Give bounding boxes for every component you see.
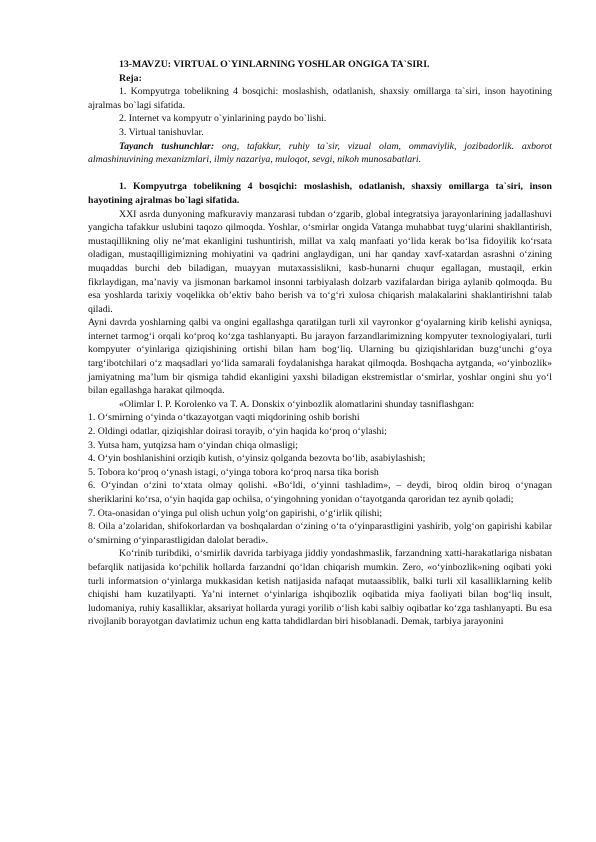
plan-item-3: 3. Virtual tanishuvlar. [119,126,204,138]
plan-label: Reja: [119,72,142,84]
list-item: 8. Oila a’zolaridan, shifokorlardan va boshqalardan o‘zining o‘ta o‘yinparastligini yashirib, yolg‘on gapirishi kabilar o‘smirning o‘yinparastligidan dalolat beradi». [88,521,552,546]
spacer [88,167,552,181]
list-item: 6. O‘yindan o‘zini to‘xtata olmay qolishi. «Bo‘ldi, o‘yinni tashladim», – deydi, biroq oldin biroq o‘ynagan sheriklarini ko‘rsa, o‘yin haqida gap ochilsa, o‘yingohning yonidan o‘tayotganda qaroridan tez aynib qoladi; [88,480,552,505]
list-item: 7. Ota-onasidan o‘yinga pul olish uchun yolg‘on gapirishi, o‘g‘irlik qilishi; [88,507,383,519]
topic-title: 13-MAVZU: VIRTUAL O`YINLARNING YOSHLAR ONGIGA TA`SIRI. [119,59,430,70]
paragraph-1: XXI asrda dunyoning mafkuraviy manzarasi tubdan o‘zgarib, global integratsiya jarayonlarining jadallashuvi yangicha tafakkur uslubini taqozo qilmoqda. Yoshlar, o‘smirlar ongida Vatanga muhabbat tuyg‘ularini shakllantirish, mustaqillikning oliy ne’mat ekanligini tushuntirish, millat va xalq manfaati yo‘lida kerak bo‘lsa fidoyilik ko‘rsata oladigan, mustaqilligimizning mohiyatini va qadrini anglaydigan, uni har qanday xavf-xatardan asrashni o‘zining muqaddas burchi deb biladigan, muayyan mutaxassislikni, kasb-hunarni chuqur egallagan, mustaqil, erkin fikrlaydigan, ma’naviy va jismonan barkamol insonni tarbiyalash dolzarb vazifalardan biriga aylanib qolmoqda. Bu esa yoshlarda tarixiy voqelikka ob’ektiv baho berish va to‘g‘ri xulosa chiqarish malakalarini shaklantirishni talab qiladi. [88,208,552,315]
keywords-paragraph [88,140,552,167]
section-heading: 1. Kompyutrga tobelikning 4 bosqichi: moslashish, odatlanish, shaxsiy omillarga ta`siri, inson hayotining ajralmas bo`lagi sifatida. [88,181,552,206]
symptom-list [88,411,552,547]
keywords-text: ong, tafakkur, ruhiy ta`sir, vizual olam, ommaviylik, jozibadorlik. axborot almashinuvining mexanizmlari, ilmiy nazariya, muloqot, sevgi, nikoh munosabatlari. [88,140,552,166]
list-item: 3. Yutsa ham, yutqizsa ham o‘yindan chiqa olmasligi; [88,439,298,451]
keywords-label: Tayanch tushunchlar: [119,140,215,152]
plan-item-2: 2. Internet va kompyutr o`yinlarining paydo bo`lishi. [119,113,327,125]
list-item: 4. O‘yin boshlanishini orziqib kutish, o‘yinsiz qolganda bezovta bo‘lib, asabiylashish; [88,453,426,465]
list-item: 2. Oldingi odatlar, qiziqishlar doirasi torayib, o‘yin haqida ko‘proq o‘ylashi; [88,426,387,438]
list-item: 5. Tobora ko‘proq o‘ynash istagi, o‘yinga tobora ko‘proq narsa tika borish [88,466,379,478]
plan-item-1: 1. Kompyutrga tobelikning 4 bosqichi: moslashish, odatlanish, shaxsiy omillarga ta`siri, inson hayotining ajralmas bo`lagi sifatida. [88,86,552,111]
list-item: 1. O‘smirning o‘yinda o‘tkazayotgan vaqti miqdorining oshib borishi [88,412,360,424]
paragraph-4: Ko‘rinib turibdiki, o‘smirlik davrida tarbiyaga jiddiy yondashmaslik, farzandning xatti-harakatlariga nisbatan befarqlik natijasida ko‘pchilik hollarda farzandni qo‘ldan chiqarish mumkin. Zero, «o‘yinbozlik»ning oqibati yoki turli informatsion o‘yinlarga mukkasidan ketish natijasida nafaqat mutaassiblik, balki turli xil kasalliklarning kelib chiqishi ham kuzatilyapti. Ya’ni internet o‘yinlariga ishqibozlik oqibatida miya faoliyati bilan bog‘liq insult, ludomaniya, ruhiy kasalliklar, aksariyat hollarda yuragi yorilib o‘lish kabi salbiy oqibatlar ko‘zga tashlanyapti. Bu esa rivojlanib borayotgan davlatimiz uchun eng katta tahdidlardan biri hisoblanadi. Demak, tarbiya jarayonini [88,548,552,628]
paragraph-3: «Olimlar I. P. Korolenko va T. A. Donskix o‘yinbozlik alomatlarini shunday tasniflashgan: [119,398,475,410]
paragraph-2: Ayni davrda yoshlarning qalbi va ongini egallashga qaratilgan turli xil vayronkor g‘oyalarning kirib kelishi ayniqsa, internet tarmog‘i orqali ko‘proq ko‘zga tashlanyapti. Bu jarayon farzandlarimizning kompyuter texnologiyalari, turli kompyuter o‘yinlariga qiziqishining ortishi bilan ham bog‘liq. Ularning bu qiziqishlaridan buzg‘unchi g‘oya targ‘ibotchilari o‘z maqsadlari yo‘lida samarali foydalanishga harakat qilmoqda. Boshqacha aytganda, «o‘yinbozlik» jamiyatning ma’lum bir qismiga tahdid ekanligini yaxshi biladigan ekstremistlar o‘smirlar, yoshlar ongini shu yo‘l bilan egallashga harakat qilmoqda. [88,317,552,397]
